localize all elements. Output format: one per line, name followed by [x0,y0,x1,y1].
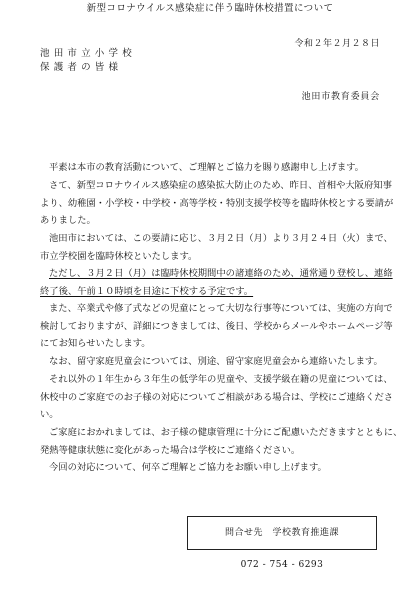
body-line: 市立学校園を臨時休校といたします。 [40,250,198,262]
body-line: ありました。 [40,215,96,226]
paragraph-closure-period [40,230,393,265]
body-line: なお、留守家庭児童会については、別途、留守家庭児童会から連絡いたします。 [49,356,383,367]
body-line: ご家庭におかれましては、お子様の健康管理に十分にご配慮いただきますとともに、 [49,427,403,438]
body-line: 池田市においては、この要請に応じ、３月２日（月）より３月２４日（火）まで、 [49,233,393,244]
body-line: さて、新型コロナウイルス感染症の感染拡大防止のため、昨日、首相や大阪府知事 [49,180,392,191]
sender-name: 池田市教育委員会 [301,92,380,102]
body-line: 休校中のご家庭でのお子様の対応についてご相談がある場合は、学校にご連絡くださ [40,391,394,403]
body-line: より、幼稚園・小学校・中学校・高等学校・特別支援学校等を臨時休校とする要請が [40,197,394,209]
contact-department: 学校教育推進課 [272,528,340,538]
recipient-line-2: 保護者の皆様 [40,62,123,73]
body-line: それ以外の１年生から３年生の低学年の児童や、支援学級在籍の児童については、 [49,374,393,385]
paragraph-health [40,424,403,459]
paragraph-march-2-notice [40,265,393,300]
paragraph-ceremonies [40,300,393,353]
body-line-underlined: ただし、３月２日（月）は臨時休校期間中の諸連絡のため、通常通り登校し、連絡 [49,268,393,279]
contact-phone: 072 - 754 - 6293 [240,560,324,570]
paragraph-greeting [40,159,385,177]
body-line: 平素は本市の教育活動について、ご理解とご協力を賜り感謝申し上げます。 [49,162,364,173]
paragraph-consultation [40,371,394,424]
document-title: 新型コロナウイルス感染症に伴う臨時休校措置について [86,3,334,14]
contact-box [187,516,377,570]
paragraph-request [40,177,394,230]
body-line: にてお知らせいたします。 [40,338,151,349]
body-line: 検討しておりますが、詳細につきましては、後日、学校からメールやホームページ等 [40,320,393,332]
paragraph-closing [40,459,385,477]
paragraph-afterschool-club [40,353,385,371]
document-date: 令和２年２月２８日 [294,39,380,49]
body-line: また、卒業式や修了式などの児童にとって大切な行事等については、実施の方向で [49,303,393,314]
body-line: 発熱等健康状態に変化があった場合は学校にご連絡ください。 [40,444,301,456]
body-line-underlined: 終了後、午前１０時頃を目途に下校する予定です。 [40,285,254,297]
body-line: 今回の対応について、何卒ご理解とご協力をお願い申し上げます。 [49,462,327,473]
body-line: い。 [40,409,59,420]
contact-label: 問合せ先 [224,528,263,538]
recipient-line-1: 池田市立小学校 [40,48,136,59]
